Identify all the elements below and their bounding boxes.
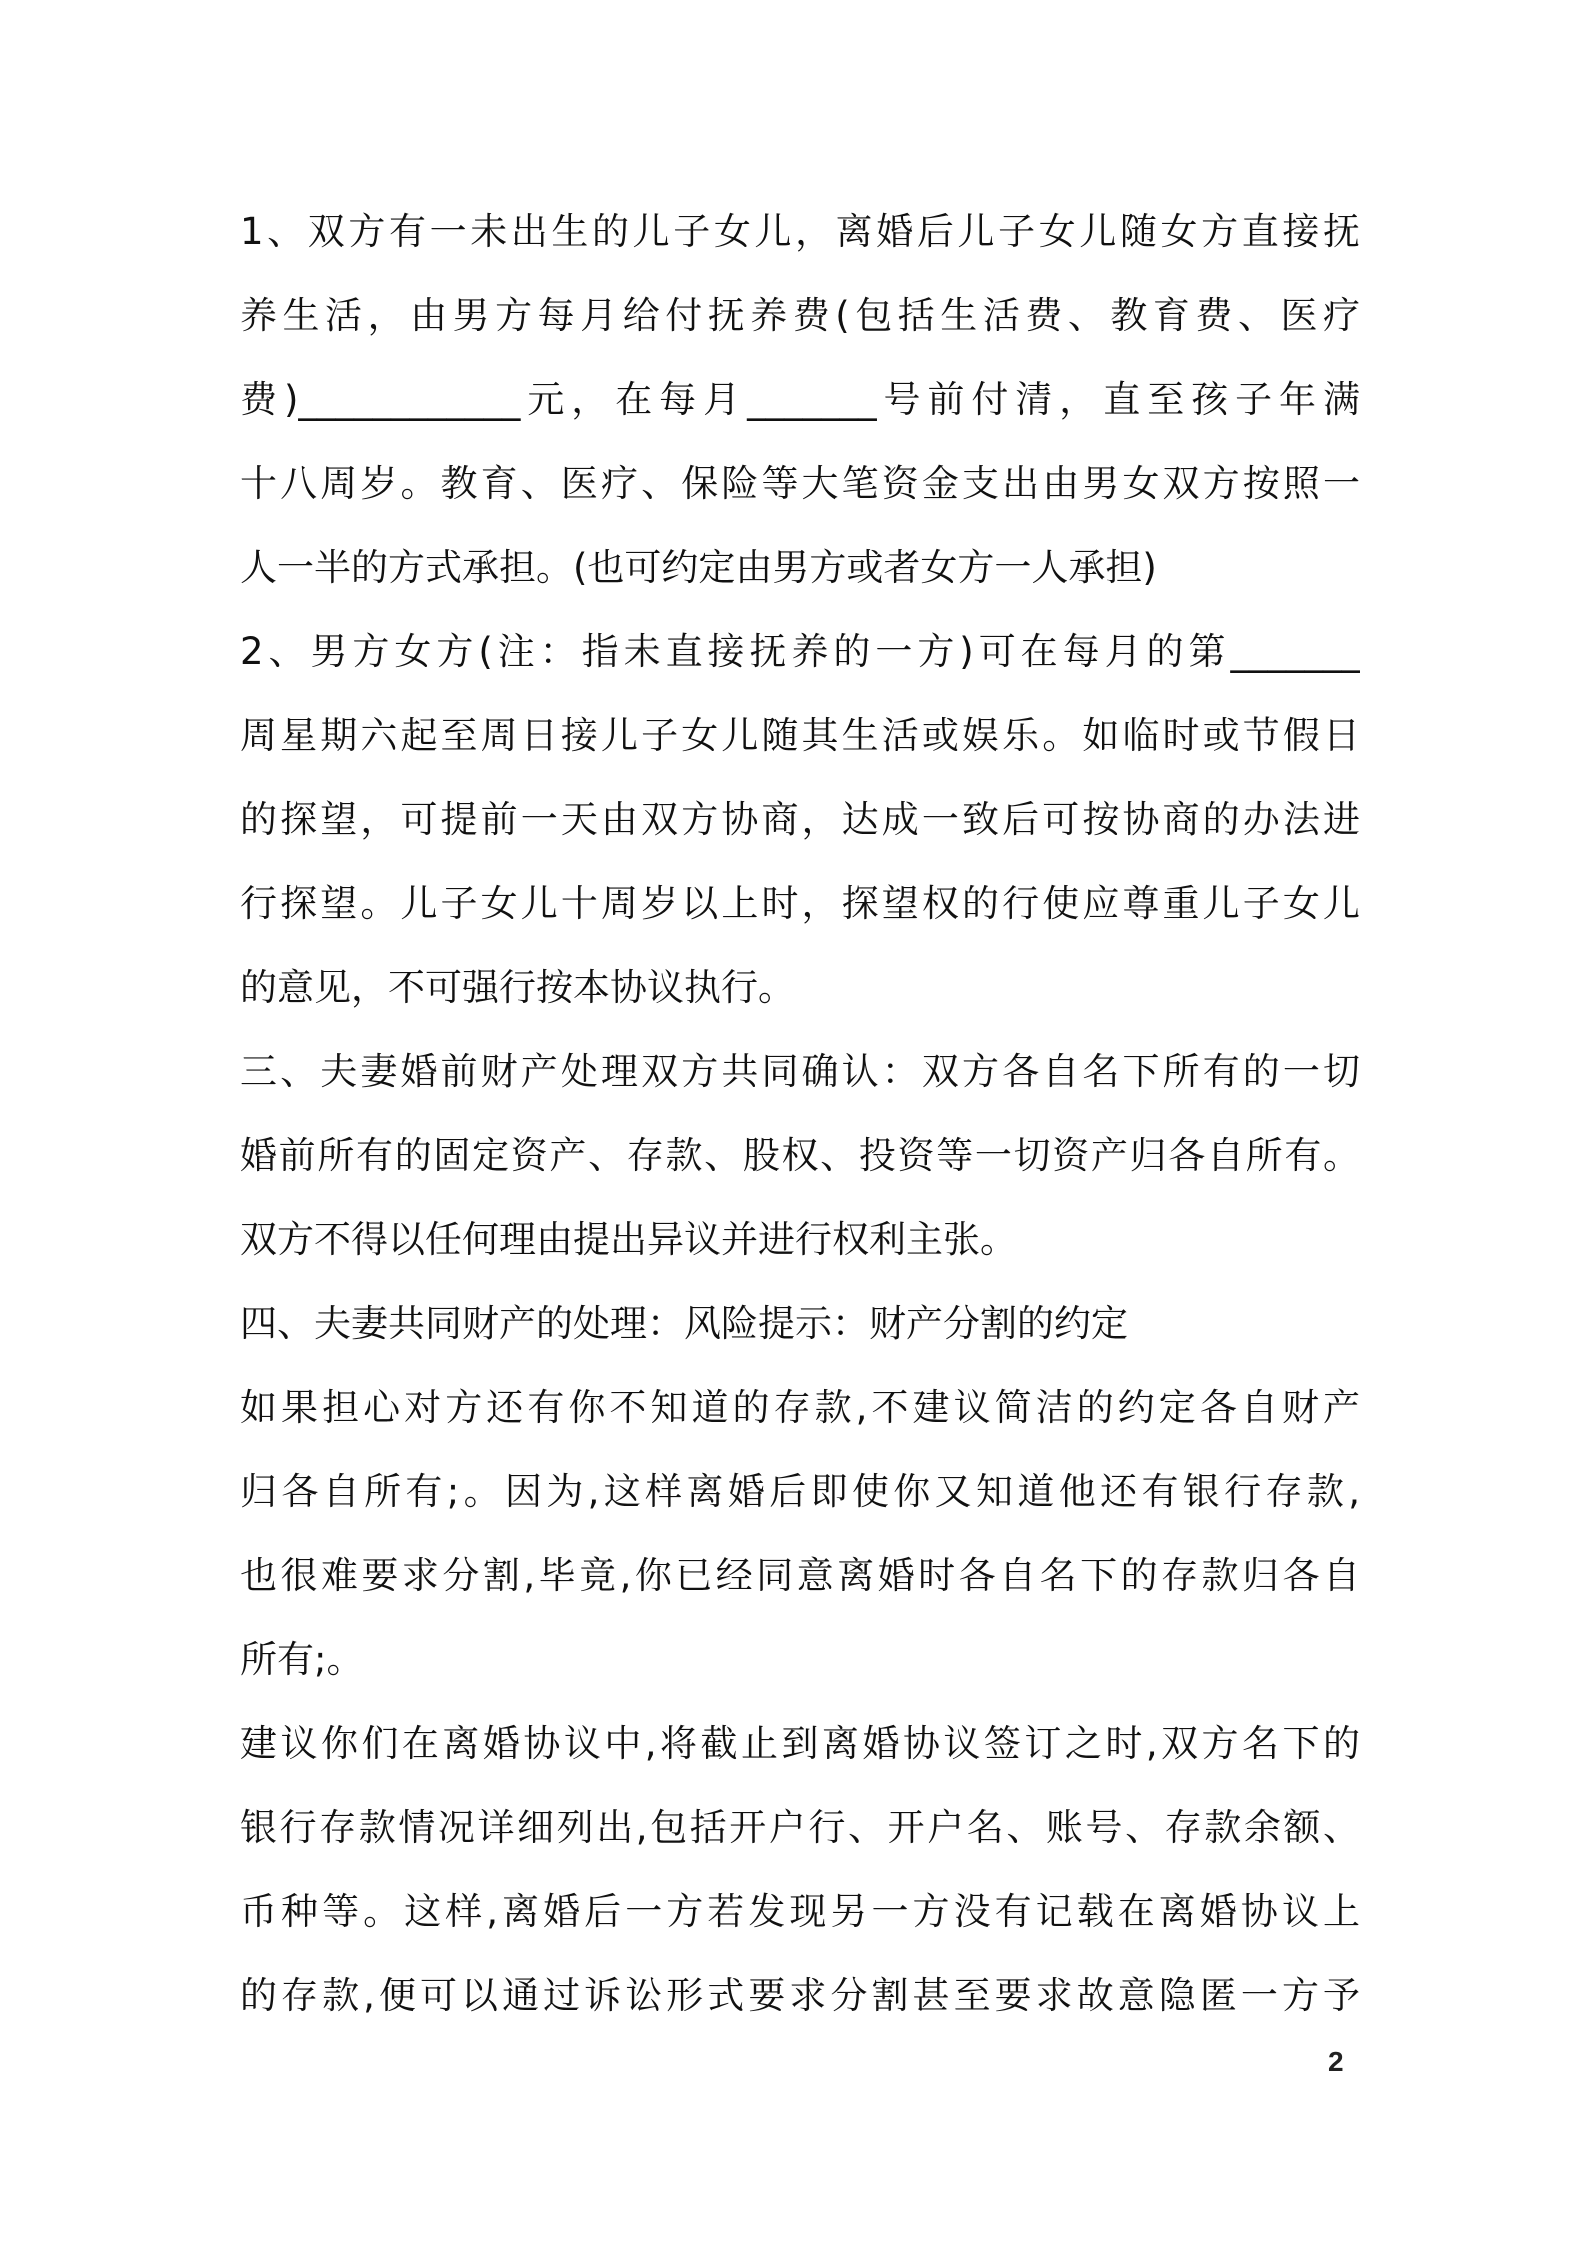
text-line: 费)____________元，在每月_______号前付清，直至孩子年满: [240, 378, 1360, 421]
text-line: 归各自所有;。因为,这样离婚后即使你又知道他还有银行存款,: [240, 1470, 1360, 1513]
text-line: 也很难要求分割,毕竟,你已经同意离婚时各自名下的存款归各自: [240, 1554, 1360, 1597]
text-line: 十八周岁。教育、医疗、保险等大笔资金支出由男女双方按照一: [240, 462, 1360, 505]
text-line: 币种等。这样,离婚后一方若发现另一方没有记载在离婚协议上: [240, 1890, 1360, 1933]
text-line: 如果担心对方还有你不知道的存款,不建议简洁的约定各自财产: [240, 1386, 1360, 1429]
text-line: 所有;。: [240, 1638, 364, 1681]
text-line: 周星期六起至周日接儿子女儿随其生活或娱乐。如临时或节假日: [240, 714, 1360, 757]
text-line: 婚前所有的固定资产、存款、股权、投资等一切资产归各自所有。: [240, 1134, 1360, 1177]
page-number: 2: [1328, 2046, 1344, 2077]
text-line: 双方不得以任何理由提出异议并进行权利主张。: [240, 1218, 1017, 1261]
text-line: 1、双方有一未出生的儿子女儿，离婚后儿子女儿随女方直接抚: [240, 210, 1360, 253]
text-line: 行探望。儿子女儿十周岁以上时，探望权的行使应尊重儿子女儿: [240, 882, 1360, 925]
document-body: [240, 190, 1360, 2038]
text-line: 的存款,便可以通过诉讼形式要求分割甚至要求故意隐匿一方予: [240, 1974, 1360, 2017]
text-line: 养生活，由男方每月给付抚养费(包括生活费、教育费、医疗: [240, 294, 1360, 337]
text-line: 的探望，可提前一天由双方协商，达成一致后可按协商的办法进: [240, 798, 1360, 841]
text-line: 银行存款情况详细列出,包括开户行、开户名、账号、存款余额、: [240, 1806, 1360, 1849]
text-line: 2、男方女方(注：指未直接抚养的一方)可在每月的第_______: [240, 630, 1360, 673]
section-heading: 四、夫妻共同财产的处理：风险提示：财产分割的约定: [240, 1302, 1128, 1345]
text-line: 的意见，不可强行按本协议执行。: [240, 966, 795, 1009]
text-line: 人一半的方式承担。(也可约定由男方或者女方一人承担): [240, 546, 1157, 589]
text-line: 建议你们在离婚协议中,将截止到离婚协议签订之时,双方名下的: [240, 1722, 1360, 1765]
text-line: 三、夫妻婚前财产处理双方共同确认：双方各自名下所有的一切: [240, 1050, 1360, 1093]
